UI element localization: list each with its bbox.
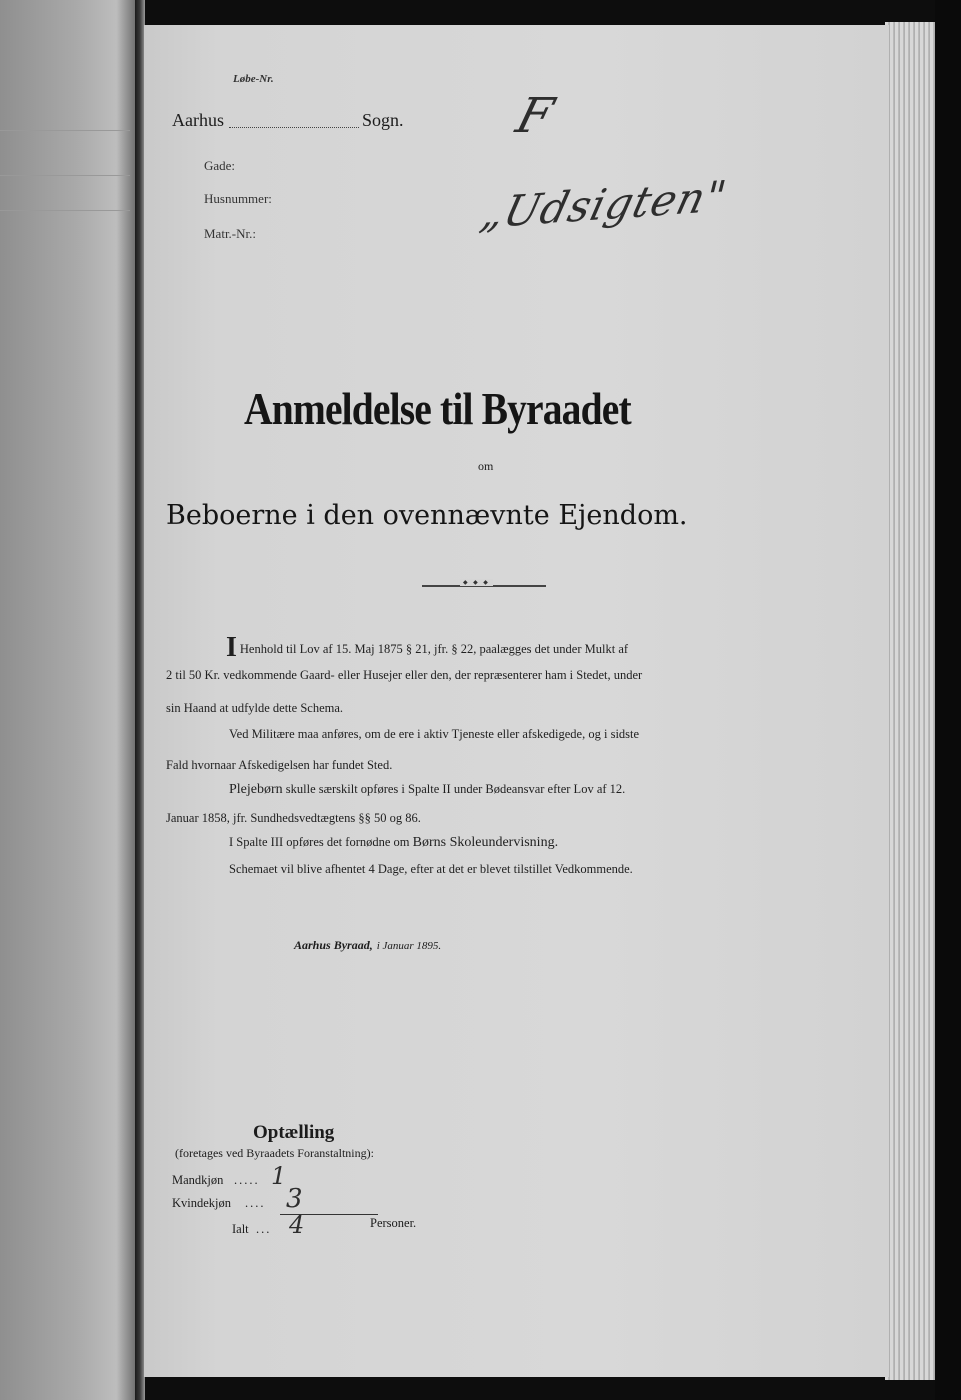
- male-count-label: Mandkjøn: [172, 1173, 224, 1187]
- issuer-name: Aarhus Byraad,: [294, 938, 373, 952]
- paragraph-1-line-1: [226, 632, 628, 664]
- faded-rule: [0, 210, 130, 211]
- handwritten-mark: F: [510, 88, 559, 144]
- paragraph-4-line-1: [229, 835, 558, 851]
- female-count-label: Kvindekjøn: [172, 1196, 232, 1210]
- paragraph-3-line-1: [229, 782, 625, 798]
- handwritten-property-name: „Udsigten": [476, 170, 732, 239]
- issue-date: i Januar 1895.: [376, 940, 442, 952]
- sogn-fill-line: [229, 127, 359, 128]
- issuer-signature: [294, 936, 441, 954]
- background-edge: [935, 0, 961, 1400]
- paragraph-1-line-3: sin Haand at udfylde dette Schema.: [166, 701, 344, 715]
- matr-nr-label: Matr.-Nr.:: [204, 226, 256, 241]
- document-subtitle: Beboerne i den ovennævnte Ejendom.: [166, 500, 688, 531]
- page-edges: [885, 22, 935, 1380]
- dropcap-letter: I: [226, 632, 237, 663]
- paragraph-5-line-1: Schemaet vil blive afhentet 4 Dage, efter at det er blevet tilstillet Vedkommende.: [229, 862, 633, 876]
- document-title: Anmeldelse til Byraadet: [244, 383, 631, 434]
- left-facing-page: [0, 0, 137, 1400]
- paragraph-2-line-2: Fald hvornaar Afskedigelsen har fundet Sted.: [166, 758, 393, 772]
- lobe-nr-label: Løbe-Nr.: [233, 73, 274, 85]
- total-count-label: Ialt: [232, 1222, 249, 1236]
- text-line: skulle særskilt opføres i Spalte II under Bødeansvar efter Lov af 12.: [285, 782, 626, 796]
- emphasis-word: Plejebørn: [229, 782, 283, 797]
- dot-leader: ...: [256, 1222, 272, 1236]
- count-title: Optælling: [253, 1122, 335, 1143]
- female-count-value: 3: [286, 1184, 303, 1214]
- dot-leader: .....: [234, 1173, 260, 1187]
- ornament-divider: [422, 585, 546, 587]
- sogn-label: Sogn.: [362, 110, 404, 130]
- paragraph-3-line-2: Januar 1858, jfr. Sundhedsvedtægtens §§ 50 og 86.: [166, 811, 421, 825]
- total-count-value: 4: [289, 1211, 305, 1239]
- emphasis-word: Børns Skoleundervisning.: [412, 835, 559, 850]
- title-connector: om: [478, 459, 494, 473]
- husnummer-label: Husnummer:: [204, 191, 272, 206]
- paragraph-2-line-1: Ved Militære maa anføres, om de ere i aktiv Tjeneste eller afskedigede, og i sidste: [229, 727, 640, 741]
- gade-label: Gade:: [204, 158, 236, 173]
- city-label: Aarhus: [172, 110, 224, 130]
- paragraph-1-line-2: 2 til 50 Kr. vedkommende Gaard- eller Husejer eller den, der repræsenterer ham i Stedet, under: [166, 668, 643, 682]
- count-subtitle: (foretages ved Byraadets Foranstaltning):: [175, 1146, 374, 1160]
- male-count-value: 1: [271, 1162, 287, 1190]
- text-line: Henhold til Lov af 15. Maj 1875 § 21, jfr. § 22, paalægges det under Mulkt af: [239, 642, 629, 656]
- dot-leader: ....: [245, 1196, 266, 1210]
- faded-rule: [0, 175, 130, 176]
- faded-rule: [0, 130, 130, 131]
- text-line: I Spalte III opføres det fornødne om: [229, 835, 410, 849]
- persons-label: Personer.: [370, 1216, 417, 1230]
